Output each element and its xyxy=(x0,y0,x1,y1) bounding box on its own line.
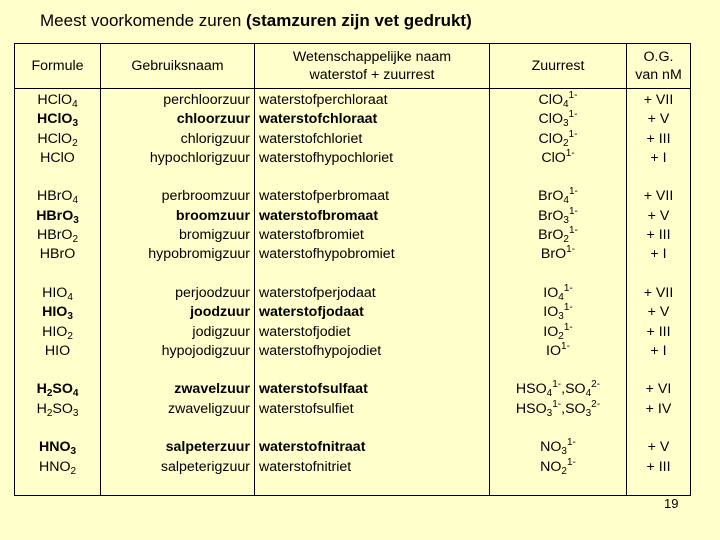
blank-line xyxy=(19,419,96,438)
scientific-name: waterstofnitraat xyxy=(259,439,366,456)
formula-subscript: 4 xyxy=(72,195,79,207)
formula-text: HIO xyxy=(42,323,68,340)
oxidation-state: + III xyxy=(646,130,671,147)
residue-text: ClO xyxy=(538,130,563,147)
residue-subscript: 3 xyxy=(585,407,592,419)
residue-text: ,SO xyxy=(561,400,586,417)
residue-text: BrO xyxy=(538,188,564,205)
scientific-name: waterstofbromaat xyxy=(259,207,379,224)
formula xyxy=(19,91,96,110)
scientific-name: waterstofnitriet xyxy=(259,458,352,475)
residue-charge: 1- xyxy=(561,340,570,352)
formula-subscript: 3 xyxy=(73,214,79,226)
common-name: jodigzuur xyxy=(192,323,250,340)
formula-subscript: 2 xyxy=(46,388,53,400)
header-wet-line2: waterstof + zuurrest xyxy=(309,67,435,83)
common-name: salpeterzuur xyxy=(165,439,250,456)
header-og-line1: O.G. xyxy=(643,49,674,65)
formula xyxy=(19,323,96,342)
residue-subscript: 3 xyxy=(546,407,553,419)
blank-line xyxy=(494,419,622,438)
header-formule: Formule xyxy=(15,44,101,89)
residue-text: BrO xyxy=(540,246,567,263)
formula-text: HNO xyxy=(38,458,71,475)
residue-charge: 1- xyxy=(568,186,578,198)
formula-text: HClO xyxy=(40,149,75,166)
residue-charge: 1- xyxy=(568,128,578,140)
acid-residue xyxy=(494,303,622,322)
blank-line xyxy=(494,361,622,380)
scientific-name: waterstofjodaat xyxy=(259,304,364,321)
acid-residue xyxy=(494,380,622,399)
col-wetenschappelijke-naam xyxy=(255,89,490,496)
residue-subscript: 4 xyxy=(562,99,569,110)
common-name: hypochlorigzuur xyxy=(149,149,250,166)
oxidation-state: + III xyxy=(646,323,671,340)
residue-charge: 1- xyxy=(568,90,578,101)
residue-text: IO xyxy=(546,342,562,359)
body-row xyxy=(15,89,691,496)
acid-residue xyxy=(494,187,622,206)
residue-text: IO xyxy=(543,284,559,301)
header-wet-line1: Wetenschappelijke naam xyxy=(292,49,452,65)
residue-charge: 1- xyxy=(566,456,576,468)
formula-subscript: 3 xyxy=(67,311,73,323)
formula-subscript: 2 xyxy=(67,330,73,342)
common-name: chlorigzuur xyxy=(180,130,250,147)
residue-text: ClO xyxy=(538,111,563,128)
residue-charge: 1- xyxy=(552,398,562,410)
formula-subscript: 2 xyxy=(72,137,78,149)
oxidation-state: + I xyxy=(650,246,667,263)
common-name: hypobromigzuur xyxy=(148,246,250,263)
header-zuurrest: Zuurrest xyxy=(490,44,627,89)
residue-charge: 1- xyxy=(563,321,573,333)
formula xyxy=(19,400,96,419)
scientific-name: waterstofhypobromiet xyxy=(259,246,395,263)
acid-residue xyxy=(494,438,622,457)
formula xyxy=(19,458,96,477)
col-formule xyxy=(15,89,101,496)
formula xyxy=(19,284,96,303)
common-name: hypojodigzuur xyxy=(161,342,250,359)
blank-line xyxy=(259,168,485,187)
oxidation-state: + VII xyxy=(643,188,674,205)
residue-text: ClO xyxy=(541,149,566,166)
formula-text: HIO xyxy=(44,342,71,359)
header-og xyxy=(627,44,691,89)
formula-text: HClO xyxy=(37,130,73,147)
formula-text: HNO xyxy=(38,439,71,456)
residue-text: BrO xyxy=(538,227,564,244)
common-name: perbroomzuur xyxy=(161,188,250,205)
header-row xyxy=(15,44,691,89)
formula-text: HClO xyxy=(37,92,73,108)
acid-residue xyxy=(494,342,622,361)
scientific-name: waterstofperjodaat xyxy=(259,284,376,301)
formula-text: H xyxy=(36,381,47,398)
scientific-name: waterstofhypochloriet xyxy=(259,149,394,166)
scientific-name: waterstofperchloraat xyxy=(259,92,388,108)
blank-line xyxy=(631,168,686,187)
oxidation-state: + V xyxy=(647,111,670,128)
formula-text: HBrO xyxy=(36,227,73,244)
residue-text: ClO xyxy=(538,92,563,108)
oxidation-state: + III xyxy=(646,458,671,475)
col-og xyxy=(627,89,691,496)
scientific-name: waterstofsulfaat xyxy=(259,381,368,398)
oxidation-state: + I xyxy=(650,149,667,166)
residue-charge: 1- xyxy=(563,302,573,314)
acid-residue xyxy=(494,284,622,303)
header-og-line2: van nM xyxy=(635,67,682,83)
formula-text: HBrO xyxy=(36,207,74,224)
residue-charge: 1- xyxy=(568,225,578,237)
residue-charge: 1- xyxy=(568,205,578,217)
formula xyxy=(19,226,96,245)
formula xyxy=(19,110,96,129)
formula xyxy=(19,130,96,149)
blank-line xyxy=(19,168,96,187)
oxidation-state: + V xyxy=(647,207,670,224)
formula xyxy=(19,207,96,226)
formula-subscript: 4 xyxy=(67,291,73,303)
residue-subscript: 3 xyxy=(562,118,569,130)
formula xyxy=(19,380,96,399)
blank-line xyxy=(259,419,485,438)
common-name: bromigzuur xyxy=(179,227,250,244)
residue-subscript: 2 xyxy=(558,330,564,342)
residue-subscript: 4 xyxy=(558,291,564,303)
scientific-name: waterstofsulfiet xyxy=(259,400,354,417)
common-name: zwavelzuur xyxy=(174,381,250,398)
common-name: perchloorzuur xyxy=(163,92,250,108)
formula-subscript: 3 xyxy=(72,118,79,130)
residue-subscript: 2 xyxy=(561,465,567,477)
formula-subscript: 4 xyxy=(72,388,79,400)
acid-residue xyxy=(494,400,622,419)
formula-subscript: 3 xyxy=(70,446,77,458)
acid-residue xyxy=(494,110,622,129)
residue-text: IO xyxy=(543,323,559,340)
acid-residue xyxy=(494,91,622,110)
formula xyxy=(19,149,96,168)
common-name: zwaveligzuur xyxy=(167,400,250,417)
blank-line xyxy=(631,361,686,380)
formula-subscript: 2 xyxy=(72,234,79,246)
scientific-name: waterstofbromiet xyxy=(259,227,364,244)
formula-text: H xyxy=(36,400,47,417)
residue-charge: 1- xyxy=(566,437,576,449)
formula-subscript: 4 xyxy=(72,99,78,110)
oxidation-state: + VI xyxy=(645,381,672,398)
formula-text: SO xyxy=(52,400,73,417)
formula-text: HBrO xyxy=(36,188,73,205)
blank-line xyxy=(105,419,250,438)
scientific-name: waterstofhypojodiet xyxy=(259,342,382,359)
residue-subscript: 4 xyxy=(585,388,592,400)
acid-residue xyxy=(494,226,622,245)
acid-residue xyxy=(494,207,622,226)
acids-table xyxy=(14,43,691,496)
oxidation-state: + VII xyxy=(643,92,674,108)
residue-charge: 2- xyxy=(591,398,601,410)
residue-charge: 1- xyxy=(565,147,575,159)
blank-line xyxy=(631,265,686,284)
acid-residue xyxy=(494,245,622,264)
formula-subscript: 2 xyxy=(70,465,77,477)
blank-line xyxy=(631,419,686,438)
blank-line xyxy=(105,168,250,187)
scientific-name: waterstofchloriet xyxy=(259,130,363,147)
common-name: salpeterigzuur xyxy=(160,458,250,475)
blank-line xyxy=(19,361,96,380)
residue-subscript: 4 xyxy=(546,388,553,400)
oxidation-state: + I xyxy=(650,342,667,359)
common-name: chloorzuur xyxy=(176,111,250,128)
scientific-name: waterstofperbromaat xyxy=(259,188,390,205)
residue-charge: 1- xyxy=(568,109,578,121)
residue-text: HSO xyxy=(515,400,547,417)
blank-line xyxy=(105,265,250,284)
formula xyxy=(19,303,96,322)
common-name: joodzuur xyxy=(190,304,250,321)
residue-subscript: 3 xyxy=(561,446,567,458)
acid-residue xyxy=(494,323,622,342)
title-normal: Meest voorkomende zuren xyxy=(40,11,246,30)
residue-subscript: 2 xyxy=(562,137,569,149)
acid-residue xyxy=(494,458,622,477)
formula-text: SO xyxy=(52,381,73,398)
scientific-name: waterstofjodiet xyxy=(259,323,351,340)
residue-subscript: 2 xyxy=(563,234,569,246)
common-name: perjoodzuur xyxy=(175,284,250,301)
oxidation-state: + III xyxy=(646,227,671,244)
formula-text: HIO xyxy=(42,284,68,301)
residue-charge: 1- xyxy=(552,379,562,391)
residue-text: HSO xyxy=(515,381,547,398)
formula-subscript: 3 xyxy=(72,407,79,419)
residue-charge: 1- xyxy=(563,282,573,294)
residue-subscript: 4 xyxy=(563,195,569,207)
scientific-name: waterstofchloraat xyxy=(259,111,378,128)
residue-text: NO xyxy=(540,458,562,475)
title-bold: (stamzuren zijn vet gedrukt) xyxy=(246,11,472,30)
formula xyxy=(19,245,96,264)
page-number: 19 xyxy=(664,496,679,511)
residue-charge: 2- xyxy=(591,379,601,391)
residue-text: ,SO xyxy=(561,381,586,398)
residue-text: BrO xyxy=(538,207,564,224)
oxidation-state: + IV xyxy=(645,400,672,417)
formula-text: HClO xyxy=(36,111,73,128)
blank-line xyxy=(259,265,485,284)
residue-subscript: 3 xyxy=(563,214,569,226)
oxidation-state: + V xyxy=(647,439,670,456)
residue-text: NO xyxy=(540,439,562,456)
blank-line xyxy=(494,265,622,284)
formula xyxy=(19,342,96,361)
residue-subscript: 3 xyxy=(558,311,564,323)
col-gebruiksnaam xyxy=(101,89,255,496)
formula xyxy=(19,438,96,457)
acid-residue xyxy=(494,130,622,149)
blank-line xyxy=(494,168,622,187)
common-name: broomzuur xyxy=(175,207,250,224)
formula-subscript: 2 xyxy=(46,407,53,419)
slide-title xyxy=(40,11,472,31)
col-zuurrest xyxy=(490,89,627,496)
blank-line xyxy=(19,265,96,284)
blank-line xyxy=(259,361,485,380)
formula-text: HIO xyxy=(42,304,68,321)
oxidation-state: + VII xyxy=(643,284,674,301)
oxidation-state: + V xyxy=(647,304,670,321)
residue-text: IO xyxy=(543,304,559,321)
formula xyxy=(19,187,96,206)
blank-line xyxy=(105,361,250,380)
header-wetenschappelijke-naam xyxy=(255,44,490,89)
formula-text: HBrO xyxy=(39,246,76,263)
residue-charge: 1- xyxy=(566,244,576,256)
header-gebruiksnaam: Gebruiksnaam xyxy=(101,44,255,89)
acid-residue xyxy=(494,149,622,168)
